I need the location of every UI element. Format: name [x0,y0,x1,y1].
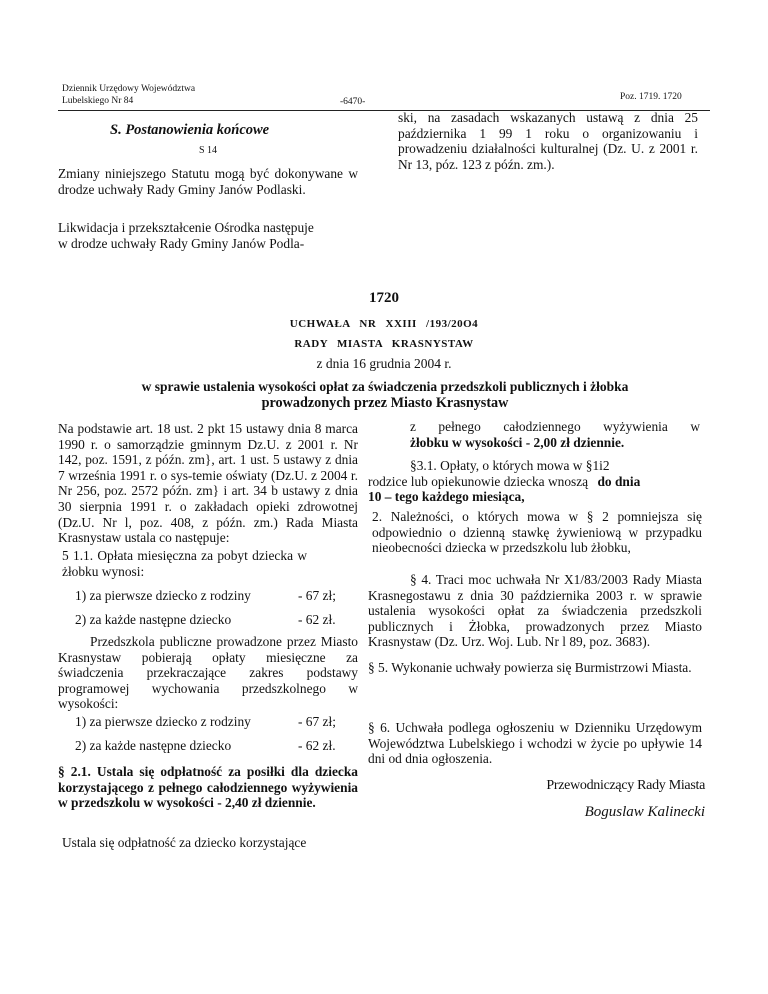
preschool-fees-paragraph: Przedszkola publiczne prowadzone przez Miasto Krasnystaw pobierają opłaty miesięczne za świadczenia przekraczające zakres podstawy programowej wychowania przedszkolnego w wysokości: [58,634,358,712]
nursery-fee-next-label: 2) za każde następne dziecko [75,612,232,627]
signature-name: Boguslaw Kalinecki [584,804,705,820]
position-number: Poz. 1719. 1720 [620,92,682,102]
resolution-date: z dnia 16 grudnia 2004 r. [316,356,452,371]
section-2-2-start: Ustala się odpłatność za dziecko korzystające [62,835,307,850]
section-6: § 6. Uchwała podlega ogłoszeniu w Dzienniku Urzędowym Województwa Lubelskiego i wchodzi w życie po upływie 14 dni od dnia ogłoszenia. [368,720,702,767]
signature-title: Przewodniczący Rady Miasta [546,778,705,793]
journal-title-line1: Dziennik Urzędowy Województwa [62,84,196,94]
meal-fee-continuation [410,419,700,450]
journal-title [62,83,262,107]
meal-fee-line1: z pełnego całodziennego wyżywienia w [410,419,700,434]
journal-title-line2: Lubelskiego Nr 84 [62,96,134,106]
paragraph-sign: S 14 [198,145,218,156]
section-3-2: 2. Należności, o których mowa w § 2 pomniejsza się odpowiednio o dzienną stawkę żywieniową w przypadku nieobecności dziecka w przedszkolu lub żłobku, [372,509,702,556]
preschool-fee-first-value: - 67 zł; [298,714,336,729]
resolution-title: UCHWAŁA NR XXIII /193/20O4 [289,318,479,330]
section-5: § 5. Wykonanie uchwały powierza się Burmistrzowi Miasta. [368,660,692,675]
preschool-fee-next-label: 2) za każde następne dziecko [75,738,232,753]
section-3-1-line1: §3.1. Opłaty, o których mowa w §1i2 [410,458,610,473]
preschool-fee-next-value: - 62 zł. [298,738,336,753]
section-2-1: § 2.1. Ustala się odpłatność za posiłki dla dziecka korzystającego z pełnego całodziennego wyżywienia w przedszkolu w wysokości - 2,40 zł dziennie. [58,764,358,811]
nursery-fee-first-value: - 67 zł; [298,588,336,603]
section-3-1-deadline: do dnia [597,473,641,489]
page-number: -6470- [340,97,366,107]
council-name: RADY MIASTA KRASNYSTAW [294,338,474,350]
liquidation-line1: Likwidacja i przekształcenie Ośrodka następuje [58,220,314,235]
section-4: § 4. Traci moc uchwała Nr X1/83/2003 Rady Miasta Krasnegostawu z dnia 30 października 2003 r. w sprawie ustalenia wysokości opłat za świadczenia przedszkoli publicznych i Żłobka, prowadzonych przez Miasto Krasnystaw (Dz. Urz. Woj. Lub. Nr l 89, poz. 3683). [368,572,702,650]
nursery-fee-first-label: 1) za pierwsze dziecko z rodziny [75,588,251,603]
section-1-1: 5 1.1. Opłata miesięczna za pobyt dziecka w żłobku wynosi: [62,548,307,579]
preschool-fee-first-label: 1) za pierwsze dziecko z rodziny [75,714,251,729]
subject-line1: w sprawie ustalenia wysokości opłat za świadczenia przedszkoli publicznych i żłobka [141,379,629,394]
section-3-1-line3: 10 – tego każdego miesiąca, [368,489,525,505]
liquidation-line2: w drodze uchwały Rady Gminy Janów Podla- [58,235,305,251]
statute-amendment-paragraph: Zmiany niniejszego Statutu mogą być dokonywane w drodze uchwały Rady Gminy Janów Podlaski. [58,166,358,197]
legal-basis-paragraph: Na podstawie art. 18 ust. 2 pkt 15 ustawy dnia 8 marca 1990 r. o samorządzie gminnym Dz.U. z 2001 r. Nr 142, poz. 1591, z późn. zm}, art. 1 ust. 5 ustawy z dnia 7 września 1991 r. o sys-temie oświaty (Dz.U. z 2004 r. Nr 256, poz. 2572 późn. zm} i art. 34 b ustawy z dnia 30 sierpnia 1991 r. o zakładach opieki zdrowotnej (Dz.U. Nr l, poz. 408, z późn. zm.) Rada Miasta Krasnystaw ustala co następuje: [58,421,358,546]
prev-right-paragraph: ski, na zasadach wskazanych ustawą z dnia 25 października 1 99 1 roku o organizowaniu i prowadzeniu działalności kulturalnej (Dz. U. z 2001 r. Nr 13, póz. 123 z późn. zm.). [398,110,698,172]
document-number: 1720 [369,290,399,306]
subject-line2: prowadzonych przez Miasto Krasnystaw [261,395,509,411]
liquidation-paragraph [58,220,378,251]
section-title: S. Postanowienia końcowe [110,122,270,138]
section-3-1-line2-text: rodzice lub opiekunowie dziecka wnoszą [368,473,589,489]
nursery-fee-next-value: - 62 zł. [298,612,336,627]
meal-fee-line2: żłobku w wysokości - 2,00 zł dziennie. [410,434,625,450]
resolution-subject [60,378,710,412]
section-3-1 [368,458,702,505]
section-3-1-line2 [368,474,702,490]
